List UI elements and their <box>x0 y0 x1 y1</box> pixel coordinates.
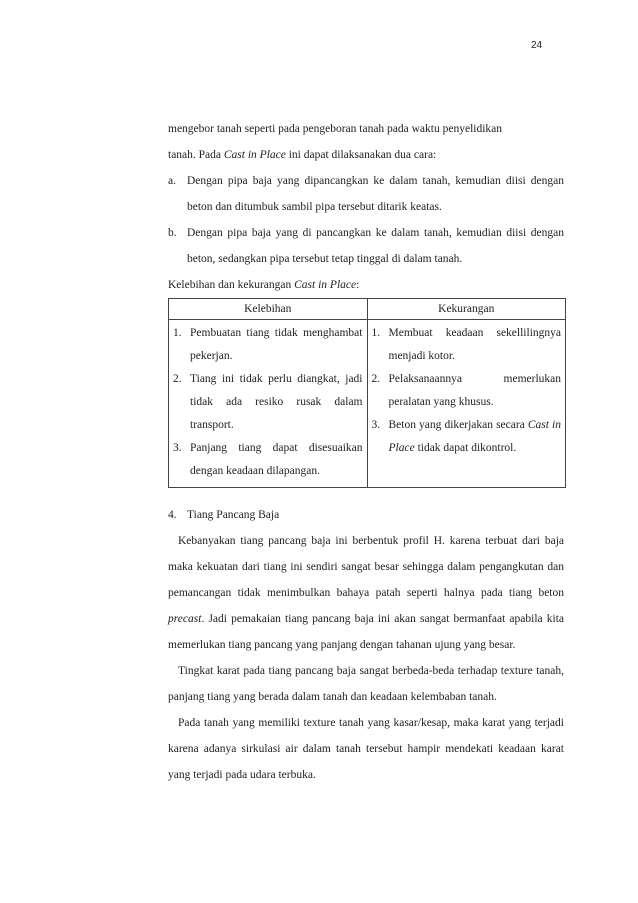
item-text: Panjang tiang dapat disesuaikan dengan keadaan dilapangan. <box>190 442 363 477</box>
intro-text: tanah. Pada <box>168 149 224 161</box>
kekurangan-item <box>372 414 562 460</box>
kekurangan-item <box>372 368 562 414</box>
method-item-b <box>168 220 564 272</box>
intro-emphasis: Cast in Place <box>223 149 286 161</box>
kelebihan-item <box>173 437 363 483</box>
list-text: Dengan pipa baja yang dipancangkan ke dalam tanah, kemudian diisi dengan beton dan ditumbuk sambil pipa tersebut ditarik keatas. <box>187 175 564 213</box>
table-row <box>169 320 566 488</box>
item-text: Pembuatan tiang tidak menghambat pekerjan. <box>190 327 363 362</box>
paragraph-text-end: . Jadi pemakaian tiang pancang baja ini akan sangat bermanfaat apabila kita memerlukan tiang pancang yang panjang dengan tahanan ujung yang besar. <box>168 613 564 651</box>
section-title: Tiang Pancang Baja <box>187 509 280 521</box>
kelebihan-item <box>173 322 363 368</box>
item-marker: 3. <box>173 442 182 454</box>
item-marker: 2. <box>371 373 381 385</box>
paragraph-1 <box>168 528 564 658</box>
item-text <box>389 414 562 460</box>
header-kekurangan: Kekurangan <box>367 299 566 320</box>
kelebihan-cell <box>169 320 368 488</box>
item-marker: 3. <box>371 419 381 431</box>
list-text: Dengan pipa baja yang di pancangkan ke dalam tanah, kemudian diisi dengan beton, sedangkan pipa tersebut tetap tinggal di dalam tanah. <box>187 227 564 265</box>
method-item-a <box>168 168 564 220</box>
item-marker: 1. <box>173 327 182 339</box>
table-caption <box>168 272 564 298</box>
kekurangan-cell <box>367 320 566 488</box>
item-marker: 2. <box>173 373 182 385</box>
paragraph-2: Tingkat karat pada tiang pancang baja sangat berbeda-beda terhadap texture tanah, panjang tiang yang berada dalam tanah dan keadaan kelembaban tanah. <box>168 665 564 703</box>
intro-text-end: ini dapat dilaksanakan dua cara: <box>285 149 437 161</box>
item-marker: 1. <box>371 327 381 339</box>
paragraph-emphasis: precast <box>168 613 202 625</box>
item-emphasis: Cast in Place <box>388 419 561 454</box>
comparison-table <box>168 298 566 488</box>
kekurangan-item <box>372 322 562 368</box>
intro-line-1: mengebor tanah seperti pada pengeboran tanah pada waktu penyelidikan <box>168 123 503 135</box>
section-heading <box>168 502 564 528</box>
item-text-start: Beton yang dikerjakan secara <box>388 419 528 431</box>
header-kelebihan: Kelebihan <box>169 299 368 320</box>
item-text: Pelaksanaannya memerlukan peralatan yang khusus. <box>388 373 561 408</box>
item-text-end: tidak dapat dikontrol. <box>414 442 517 454</box>
paragraph-3: Pada tanah yang memiliki texture tanah yang kasar/kesap, maka karat yang terjadi karena adanya sirkulasi air dalam tanah tersebut hampir mendekati keadaan karat yang terjadi pada udara terbuka. <box>168 717 564 781</box>
list-marker: b. <box>168 227 177 239</box>
kelebihan-item <box>173 368 363 437</box>
caption-emphasis: Cast in Place <box>294 279 357 291</box>
document-body <box>168 116 564 788</box>
table-header-row <box>169 299 566 320</box>
caption-text: Kelebihan dan kekurangan <box>168 279 295 291</box>
list-marker: a. <box>168 175 176 187</box>
item-text: Membuat keadaan sekellilingnya menjadi kotor. <box>388 327 561 362</box>
item-text: Tiang ini tidak perlu diangkat, jadi tidak ada resiko rusak dalam transport. <box>190 373 363 431</box>
intro-line-2 <box>168 142 564 168</box>
section-number: 4. <box>168 509 177 521</box>
paragraph-text: Kebanyakan tiang pancang baja ini berbentuk profil H. karena terbuat dari baja maka kekuatan dari tiang ini sendiri sangat besar sehingga dalam pengangkutan dan pemancangan tidak menimbulkan bahaya patah seperti halnya pada tiang beton <box>168 535 564 599</box>
caption-end: : <box>356 279 360 291</box>
page-number: 24 <box>531 40 543 51</box>
